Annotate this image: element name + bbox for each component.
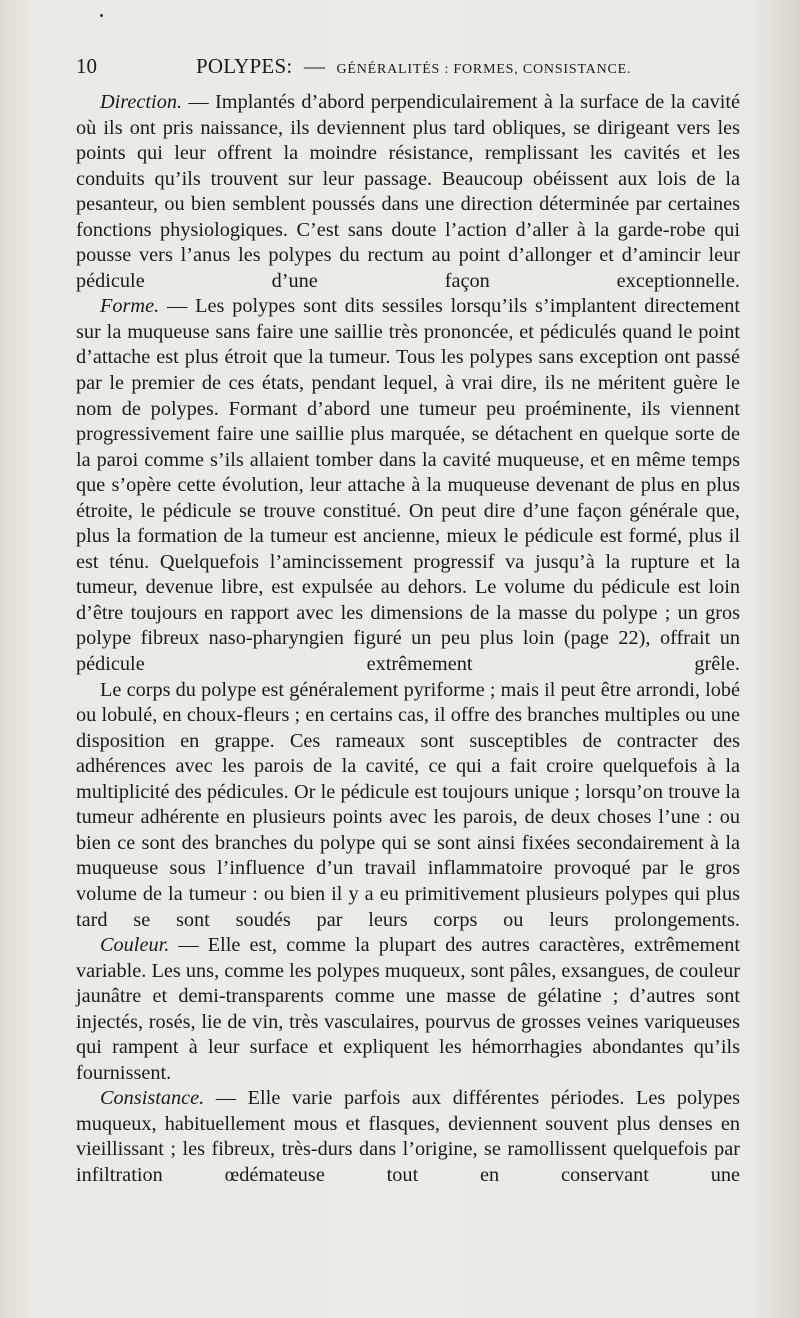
paragraph-text: — Elle varie parfois aux différentes périodes. Les polypes muqueux, habituellement mous et flasques, deviennent souvent plus denses en vieillissant ; les fibreux, très-durs dans l’origine, se ramollissent quelquefois par infiltration œdémateuse tout en conservant une bbox=[76, 1087, 740, 1186]
running-head-title: POLYPES: bbox=[196, 54, 293, 78]
paragraph-consistance bbox=[76, 1086, 740, 1188]
page-number: 10 bbox=[76, 54, 97, 78]
running-head-subtitle: GÉNÉRALITÉS : FORMES, CONSISTANCE. bbox=[336, 62, 632, 77]
running-head-dash: — bbox=[303, 54, 326, 78]
paragraph-text: — Les polypes sont dits sessiles lorsqu’ils s’implantent directement sur la muqueuse sans faire une saillie très prononcée, et pédiculés quand le point d’attache est plus étroit que la tumeur. Tous les polypes sans exception ont passé par le premier de ces états, pendant lequel, à vrai dire, ils ne méritent guère le nom de polypes. Formant d’abord une tumeur peu proéminente, ils viennent progressivement faire une saillie plus marquée, se détachent en quelque sorte de la paroi comme s’ils allaient tomber dans la cavité muqueuse, et en même temps que s’opère cette évolution, leur attache à la muqueuse devenant de plus en plus étroite, le pédicule se trouve constitué. On peut dire d’une façon générale que, plus la formation de la tumeur est ancienne, mieux le pédicule est formé, plus il est ténu. Quelquefois l’amincissement progressif va jusqu’à la rupture et la tumeur, devenue libre, est expulsée au dehors. Le volume du pédicule est loin d’être toujours en rapport avec les dimensions de la masse du polype ; un gros polype fibreux naso-pharyngien figuré un peu plus loin (page 22), offrait un pédicule extrêmement grêle. bbox=[76, 295, 740, 676]
paragraph-text: Le corps du polype est généralement pyriforme ; mais il peut être arrondi, lobé ou lobulé, en choux-fleurs ; en certains cas, il offre des branches multiples ou une disposition en grappe. Ces rameaux sont susceptibles de contracter des adhérences avec les parois de la cavité, ce qui a fait croire quelquefois à la multiplicité des pédicules. Or le pédicule est toujours unique ; lorsqu’on trouve la tumeur adhérente en plusieurs points avec les parois, de deux choses l’une : ou bien ce sont des branches du polype qui se sont ainsi fixées secondairement à la muqueuse sous l’influence d’un travail inflammatoire provoqué par le gros volume de la tumeur : ou bien il y a eu primitivement plusieurs polypes qui plus tard se sont soudés par leurs corps ou leurs prolongements. bbox=[76, 678, 740, 931]
paragraph-lead: Direction. bbox=[100, 91, 183, 113]
paragraph-lead: Forme. bbox=[100, 295, 160, 318]
paragraph-forme bbox=[76, 294, 740, 677]
running-head bbox=[196, 54, 631, 79]
paragraph-lead: Couleur. bbox=[100, 934, 170, 957]
paragraph-text: — Implantés d’abord perpendiculairement à la surface de la cavité où ils ont pris naissance, ils deviennent plus tard obliques, se dirigeant vers les points qui leur offrent la moindre résistance, remplissant les cavités et les conduits qu’ils trouvent sur leur passage. Beaucoup obéissent aux lois de la pesanteur, ou bien semblent poussés dans une direction déterminée par certaines fonctions physiologiques. C’est sans doute l’action d’aller à la garde-robe qui pousse vers l’anus les polypes du rectum au point d’allonger et d’amincir leur pédicule d’une façon exceptionnelle. bbox=[76, 91, 740, 292]
paragraph-direction bbox=[76, 90, 740, 294]
paragraph-text: — Elle est, comme la plupart des autres caractères, extrêmement variable. Les uns, comme les polypes muqueux, sont pâles, exsangues, de couleur jaunâtre et demi-transparents comme une masse de gélatine ; d’autres sont injectés, rosés, lie de vin, très vasculaires, pourvus de grosses veines variqueuses qui rampent à leur surface et expliquent les hémorrhagies abondantes qu’ils fournissent. bbox=[76, 934, 740, 1084]
paragraph-couleur bbox=[76, 933, 740, 1086]
paragraph-lead: Consistance. bbox=[100, 1087, 205, 1110]
page-header bbox=[76, 54, 740, 88]
scan-speck bbox=[100, 14, 103, 17]
paragraph-corps bbox=[76, 678, 740, 933]
body-text bbox=[76, 90, 740, 1189]
